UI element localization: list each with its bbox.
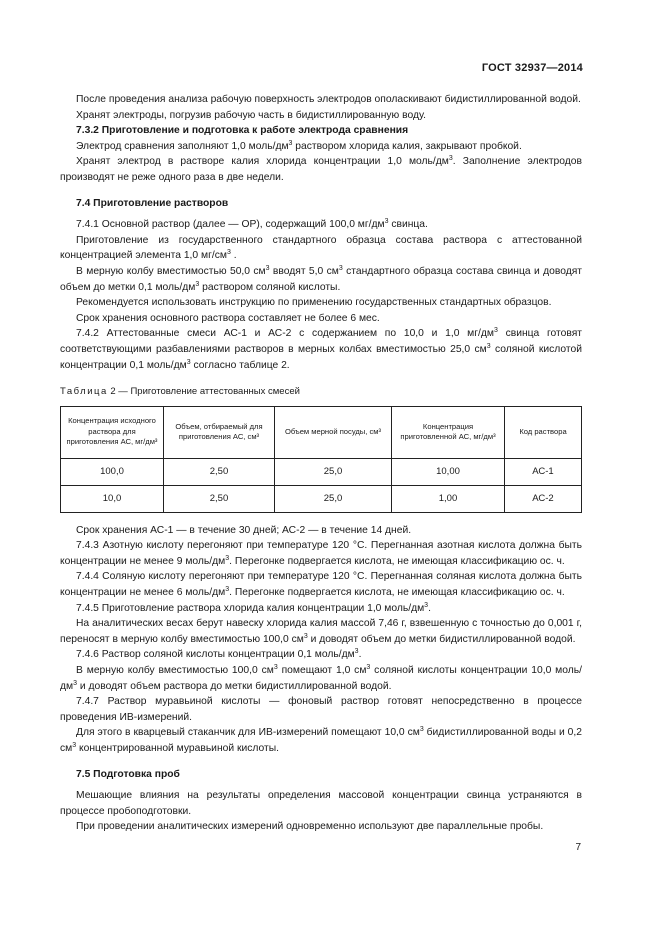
paragraph-rinse: После проведения анализа рабочую поверхность электродов ополаскивают бидистиллированной водой. bbox=[76, 94, 581, 105]
paragraph-7-4-1: 7.4.1 Основной раствор (далее — ОР), содержащий 100,0 $мг/дм^3$ свинца. bbox=[76, 218, 428, 231]
paragraph-7-4-1-preparation: Приготовление из государственного стандартного образца состава раствора с аттестованной концентрацией элемента 1,0 $мг/см^3$ . bbox=[60, 234, 582, 262]
column-header-flask-volume: Объем мерной посуды, см³ bbox=[275, 406, 392, 458]
paragraph-7-4-7-beaker: Для этого в кварцевый стаканчик для ИВ-измерений помещают 10,0 $см^3$ бидистиллированной воды и 0,2 $см^3$ концентрированной муравьиной кислоты. bbox=[60, 726, 582, 754]
table-cell: 100,0 bbox=[61, 458, 164, 485]
paragraph-7-4-6-flask: В мерную колбу вместимостью 100,0 $см^3$ помещают 1,0 $см^3$ соляной кислоты концентрации 10,0 моль/$дм^3$ и доводят объем раствора до метки бидистиллированной водой. bbox=[60, 664, 582, 692]
paragraph-7-4-7: 7.4.7 Раствор муравьиной кислоты — фоновый раствор готовят непосредственно в процессе проведения ИВ-измерений. bbox=[60, 696, 582, 723]
paragraph-reference-electrode-fill: Электрод сравнения заполняют 1,0 моль/$дм^3$ раствором хлорида калия, закрывают пробкой. bbox=[76, 139, 522, 152]
table-row bbox=[61, 485, 582, 512]
paragraph-7-4-6: 7.4.6 Раствор соляной кислоты концентрации 0,1 моль/$дм^3$. bbox=[76, 648, 362, 661]
table-cell: 25,0 bbox=[275, 485, 392, 512]
paragraph-7-4-3: 7.4.3 Азотную кислоту перегоняют при температуре 120 °С. Перегнанная азотная кислота должна быть концентрации не менее 9 моль/$дм^3$. Перегонке подвергается кислота, не имеющая классификацию ос. ч. bbox=[60, 540, 582, 567]
table-attested-mixtures bbox=[60, 406, 582, 513]
table-cell: 10,0 bbox=[61, 485, 164, 512]
document-header-id: ГОСТ 32937—2014 bbox=[481, 62, 583, 74]
table-cell: 2,50 bbox=[164, 485, 275, 512]
column-header-solution-code: Код раствора bbox=[505, 406, 582, 458]
paragraph-7-4-1-flask: В мерную колбу вместимостью 50,0 $см^3$ вводят 5,0 $см^3$ стандартного образца состава свинца и доводят объем до метки 0,1 моль/$дм^3$ раствором соляной кислоты. bbox=[60, 264, 583, 293]
paragraph-7-4-1-recommendation: Рекомендуется использовать инструкцию по применению государственных стандартных образцов. bbox=[76, 297, 552, 309]
table-cell: 1,00 bbox=[392, 485, 505, 512]
paragraph-7-5-interference: Мешающие влияния на результаты определения массовой концентрации свинца устраняются в процессе пробоподготовки. bbox=[60, 790, 582, 817]
column-header-source-concentration: Концентрация исходного раствора для приготовления АС, мг/дм³ bbox=[61, 406, 164, 458]
table-cell: АС-2 bbox=[505, 485, 582, 512]
page-number: 7 bbox=[575, 842, 581, 853]
paragraph-7-4-1-shelf-life: Срок хранения основного раствора составляет не более 6 мес. bbox=[76, 312, 380, 324]
paragraph-7-4-5: 7.4.5 Приготовление раствора хлорида калия концентрации 1,0 моль/$дм^3$. bbox=[76, 601, 431, 614]
table-header-row bbox=[61, 406, 582, 458]
column-header-volume-taken: Объем, отбираемый для приготовления АС, см³ bbox=[164, 406, 275, 458]
table-cell: 25,0 bbox=[275, 458, 392, 485]
column-header-prepared-concentration: Концентрация приготовленной АС, мг/дм³ bbox=[392, 406, 505, 458]
paragraph-mixture-shelf-life: Срок хранения АС-1 — в течение 30 дней; АС-2 — в течение 14 дней. bbox=[76, 524, 412, 536]
paragraph-reference-electrode-store: Хранят электрод в растворе калия хлорида концентрации 1,0 моль/$дм^3$. Заполнение электродов производят не реже одного раза в две недели. bbox=[60, 155, 582, 183]
section-heading-7-5: 7.5 Подготовка проб bbox=[76, 768, 180, 780]
paragraph-7-5-parallel: При проведении аналитических измерений одновременно используют две параллельные пробы. bbox=[76, 821, 544, 833]
document-body bbox=[60, 92, 582, 835]
table-cell: 2,50 bbox=[164, 458, 275, 485]
table-cell: 10,00 bbox=[392, 458, 505, 485]
paragraph-7-4-5-weighing: На аналитических весах берут навеску хлорида калия массой 7,46 г, взвешенную с точностью до 0,001 г, переносят в мерную колбу вместимостью 100,0 $см^3$ и доводят объем до метки бидистиллированной водой. bbox=[60, 618, 582, 645]
table-cell: АС-1 bbox=[505, 458, 582, 485]
paragraph-7-4-2: 7.4.2 Аттестованные смеси АС-1 и АС-2 с содержанием по 10,0 и 1,0 $мг/дм^3$ свинца готовят соответствующими разбавлениями растворов в мерных колбах вместимостью 25,0 $см^3$ соляной кислотой концентрации 0,1 моль/$дм^3$ согласно таблице 2. bbox=[60, 327, 583, 371]
table-caption: Таблица 2 — Приготовление аттестованных смесей bbox=[60, 386, 300, 398]
subsection-heading-7-3-2: 7.3.2 Приготовление и подготовка к работе электрода сравнения bbox=[76, 125, 409, 137]
table-row bbox=[61, 458, 582, 485]
section-heading-7-4: 7.4 Приготовление растворов bbox=[76, 197, 229, 209]
paragraph-7-4-4: 7.4.4 Соляную кислоту перегоняют при температуре 120 °С. Перегнанная соляная кислота должна быть концентрации не менее 6 моль/$дм^3$. Перегонке подвергается кислота, не имеющая классификацию ос. ч. bbox=[60, 571, 582, 599]
paragraph-store: Хранят электроды, погрузив рабочую часть в бидистиллированную воду. bbox=[76, 109, 426, 121]
